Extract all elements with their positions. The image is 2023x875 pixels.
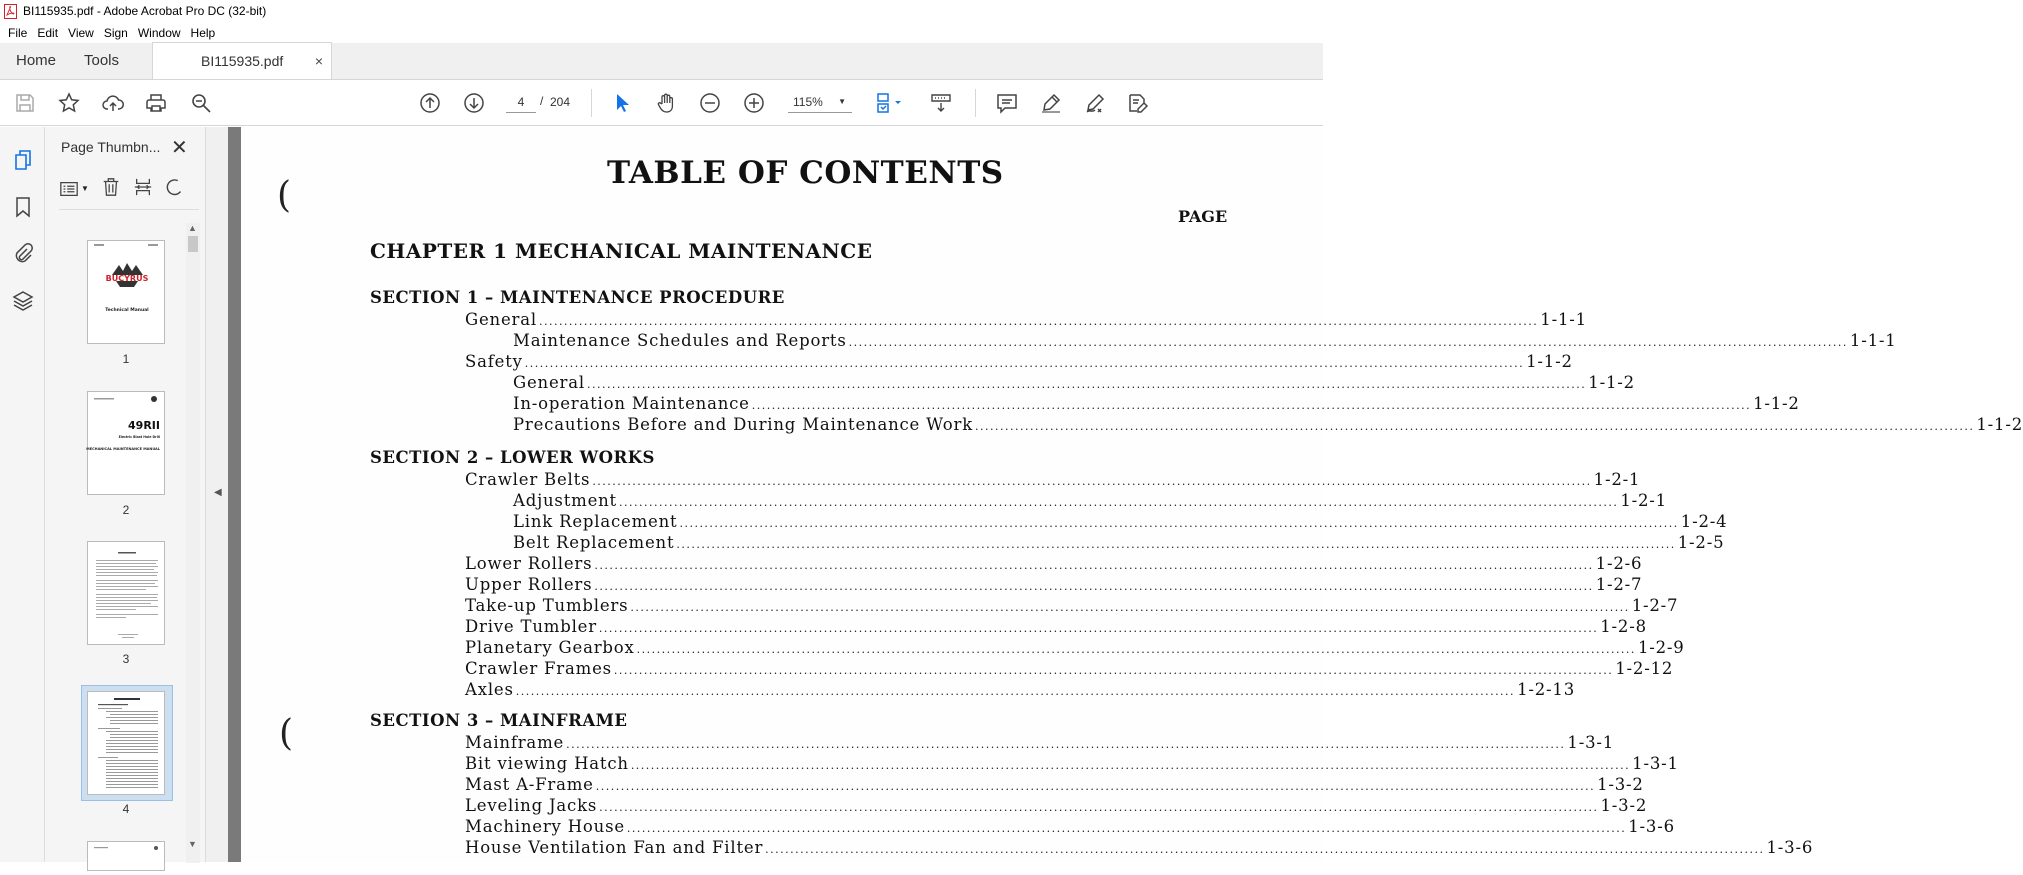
tab-bar xyxy=(0,43,1323,80)
toc-entry xyxy=(465,310,1587,329)
panel-title: Page Thumbn... xyxy=(61,139,161,155)
thumbnail-3-content xyxy=(88,542,166,646)
toc-leader-dots: ........................................................................................................................................................................................................ xyxy=(679,517,1679,530)
cloud-upload-icon[interactable] xyxy=(100,90,126,116)
zoom-search-icon[interactable] xyxy=(188,90,214,116)
thumbnail-page-5[interactable] xyxy=(87,841,165,871)
navigation-rail xyxy=(0,127,45,862)
toc-entry-label: Belt Replacement xyxy=(513,533,675,552)
thumbnail-label-3: 3 xyxy=(122,652,130,666)
thumb-manual-title: MECHANICAL MAINTENANCE MANUAL xyxy=(86,447,160,451)
toc-entry-page: 1-3-1 xyxy=(1632,754,1679,773)
scroll-down-arrow-icon[interactable]: ▼ xyxy=(188,839,197,849)
toc-leader-dots: ........................................................................................................................................................................................................ xyxy=(594,580,1594,593)
toc-entry-page: 1-3-1 xyxy=(1567,733,1615,752)
bookmark-star-icon[interactable] xyxy=(56,90,82,116)
toc-entry xyxy=(465,796,1648,815)
divider xyxy=(59,209,199,210)
menu-file[interactable]: File xyxy=(8,25,28,40)
page-thumbnails-icon[interactable] xyxy=(10,147,36,173)
toc-entry xyxy=(465,733,1615,752)
toc-leader-dots: ........................................................................................................................................................................................................ xyxy=(599,801,1599,814)
thumbnail-4-content xyxy=(88,692,166,796)
toc-leader-dots: ........................................................................................................................................................................................................ xyxy=(630,759,1631,772)
thumbnail-label-1: 1 xyxy=(122,352,130,366)
scrollbar-thumb[interactable] xyxy=(188,236,198,252)
toc-title: TABLE OF CONTENTS xyxy=(607,155,1004,191)
toc-entry xyxy=(465,554,1643,573)
menu-window[interactable]: Window xyxy=(137,25,181,40)
scroll-mode-icon[interactable] xyxy=(928,90,954,116)
toc-entry xyxy=(513,373,1635,392)
toc-entry-page: 1-1-2 xyxy=(1753,394,1800,413)
toc-leader-dots: ........................................................................................................................................................................................................ xyxy=(598,622,1599,635)
toc-entry xyxy=(465,838,1814,857)
menu-bar xyxy=(0,22,1323,43)
toc-entry xyxy=(465,596,1679,615)
toc-entry-label: Upper Rollers xyxy=(465,575,593,594)
main-toolbar xyxy=(0,80,1323,126)
toc-entry xyxy=(465,680,1576,699)
toc-entry xyxy=(465,659,1674,678)
menu-help[interactable]: Help xyxy=(190,25,216,40)
toc-entry-page: 1-2-13 xyxy=(1517,680,1576,699)
toc-entry-label: House Ventilation Fan and Filter xyxy=(465,838,764,857)
window-title: BI115935.pdf - Adobe Acrobat Pro DC (32-bit) xyxy=(23,4,267,18)
document-tab-label: BI115935.pdf xyxy=(201,53,284,69)
toc-entry-label: Machinery House xyxy=(465,817,625,836)
toc-leader-dots: ........................................................................................................................................................................................................ xyxy=(566,738,1566,751)
toc-entry-label: Planetary Gearbox xyxy=(465,638,635,657)
menu-view[interactable]: View xyxy=(68,25,94,40)
toc-entry-page: 1-2-7 xyxy=(1595,575,1643,594)
toc-entry-page: 1-2-9 xyxy=(1637,638,1685,657)
tab-document[interactable] xyxy=(152,42,332,79)
thumbnail-toolbar xyxy=(59,177,173,200)
toc-leader-dots: ........................................................................................................................................................................................................ xyxy=(751,399,1752,412)
toc-entry-label: Crawler Frames xyxy=(465,659,612,678)
punch-hole-mark: ( xyxy=(277,175,292,216)
toc-leader-dots: ........................................................................................................................................................................................................ xyxy=(595,780,1596,793)
document-page xyxy=(241,127,2023,862)
toc-page-header: PAGE xyxy=(1178,207,1228,226)
toc-entry-page: 1-1-2 xyxy=(1976,415,2023,434)
toc-entry xyxy=(465,617,1647,636)
toc-entry-label: Lower Rollers xyxy=(465,554,593,573)
thumbnail-2-content xyxy=(88,392,166,496)
toc-leader-dots: ........................................................................................................................................................................................................ xyxy=(619,496,1619,509)
toc-entry-label: Bit viewing Hatch xyxy=(465,754,629,773)
toc-leader-dots: ........................................................................................................................................................................................................ xyxy=(594,559,1594,572)
toc-entry-label: Mast A-Frame xyxy=(465,775,594,794)
rotate-page-icon[interactable] xyxy=(165,177,173,200)
layers-icon[interactable] xyxy=(10,288,36,314)
toc-entry xyxy=(465,470,1641,489)
toc-entry-page: 1-2-5 xyxy=(1677,533,1725,552)
toc-entry xyxy=(513,533,1725,552)
close-panel-button[interactable]: ✕ xyxy=(171,137,188,159)
toc-entry xyxy=(465,575,1643,594)
toc-leader-dots: ........................................................................................................................................................................................................ xyxy=(613,664,1614,677)
thumb-logo-text: BUCYRUS xyxy=(105,274,149,283)
section-heading: SECTION 1 – MAINTENANCE PROCEDURE xyxy=(370,288,785,307)
toc-leader-dots: ........................................................................................................................................................................................................ xyxy=(586,378,1587,391)
toc-entry-label: Safety xyxy=(465,352,523,371)
toc-entry-page: 1-1-1 xyxy=(1849,331,1897,350)
page-separator: / xyxy=(540,94,544,108)
save-icon[interactable] xyxy=(12,90,38,116)
toc-leader-dots: ........................................................................................................................................................................................................ xyxy=(765,843,1765,856)
thumbnail-scrollbar[interactable] xyxy=(186,223,200,863)
toc-entry-page: 1-2-1 xyxy=(1620,491,1667,510)
toc-entry-page: 1-3-2 xyxy=(1600,796,1648,815)
chevron-down-icon: ▼ xyxy=(838,97,846,106)
zoom-dropdown[interactable] xyxy=(788,91,852,113)
attachments-icon[interactable] xyxy=(10,240,36,266)
toc-entry xyxy=(513,331,1897,350)
toc-entry-label: Maintenance Schedules and Reports xyxy=(513,331,847,350)
toc-entry-page: 1-3-2 xyxy=(1597,775,1644,794)
delete-page-icon[interactable] xyxy=(101,177,121,200)
toc-entry xyxy=(513,512,1728,531)
acrobat-icon xyxy=(4,4,17,19)
chapter-heading: CHAPTER 1 MECHANICAL MAINTENANCE xyxy=(370,239,873,263)
section-heading: SECTION 3 – MAINFRAME xyxy=(370,711,628,730)
toc-entry-label: Drive Tumbler xyxy=(465,617,597,636)
title-bar xyxy=(0,0,1323,22)
toc-entry-label: Link Replacement xyxy=(513,512,678,531)
next-page-icon[interactable] xyxy=(461,90,487,116)
page-total: 204 xyxy=(550,95,571,109)
bookmarks-icon[interactable] xyxy=(10,194,36,220)
toc-entry xyxy=(513,491,1667,510)
toc-entry-label: Crawler Belts xyxy=(465,470,591,489)
thumbnail-label-2: 2 xyxy=(122,503,130,517)
toc-entry-label: Take-up Tumblers xyxy=(465,596,629,615)
toc-entry-page: 1-3-6 xyxy=(1628,817,1675,836)
toc-entry-label: Mainframe xyxy=(465,733,565,752)
hand-tool-icon[interactable] xyxy=(653,90,679,116)
thumbnail-page-1[interactable] xyxy=(87,240,165,344)
toc-entry-label: General xyxy=(513,373,585,392)
thumbnail-page-4[interactable] xyxy=(87,691,165,795)
toc-entry xyxy=(465,638,1685,657)
highlight-pen-icon[interactable] xyxy=(1038,90,1064,116)
comment-icon[interactable] xyxy=(994,90,1020,116)
toc-entry-label: Axles xyxy=(465,680,514,699)
thumbnail-page-3[interactable] xyxy=(87,541,165,645)
insert-page-icon[interactable] xyxy=(133,177,153,200)
toc-entry xyxy=(465,352,1573,371)
toc-entry xyxy=(513,394,1800,413)
print-icon[interactable] xyxy=(143,90,169,116)
toc-leader-dots: ........................................................................................................................................................................................................ xyxy=(626,822,1627,835)
scroll-up-arrow-icon[interactable]: ▲ xyxy=(188,223,197,233)
thumb-model: 49RII xyxy=(128,419,160,432)
toc-entry-page: 1-2-12 xyxy=(1615,659,1674,678)
section-heading: SECTION 2 – LOWER WORKS xyxy=(370,448,655,467)
toc-leader-dots: ........................................................................................................................................................................................................ xyxy=(630,601,1630,614)
tab-tools[interactable]: Tools xyxy=(84,52,120,69)
toc-leader-dots: ........................................................................................................................................................................................................ xyxy=(524,357,1525,370)
toc-entry-page: 1-2-6 xyxy=(1595,554,1643,573)
tab-home[interactable]: Home xyxy=(16,52,57,69)
toc-entry-page: 1-1-1 xyxy=(1540,310,1587,329)
toc-entry xyxy=(513,415,2023,434)
toc-leader-dots: ........................................................................................................................................................................................................ xyxy=(975,420,1975,433)
collapse-panel-icon[interactable]: ◀ xyxy=(214,487,222,498)
toc-entry xyxy=(465,775,1644,794)
toc-leader-dots: ........................................................................................................................................................................................................ xyxy=(515,685,1516,698)
options-menu-icon[interactable]: ▼ xyxy=(59,179,89,199)
toc-entry-label: General xyxy=(465,310,537,329)
menu-sign[interactable]: Sign xyxy=(103,25,128,40)
toc-entry-page: 1-1-2 xyxy=(1588,373,1635,392)
thumb-subtitle: Technical Manual xyxy=(105,308,149,313)
page-number-input[interactable] xyxy=(506,91,536,113)
toc-leader-dots: ........................................................................................................................................................................................................ xyxy=(538,315,1539,328)
thumbnail-5-content xyxy=(88,842,166,872)
toc-entry xyxy=(465,754,1679,773)
toc-entry-label: Adjustment xyxy=(513,491,617,510)
menu-edit[interactable]: Edit xyxy=(37,25,59,40)
thumbnail-label-4: 4 xyxy=(122,802,130,816)
toc-entry-page: 1-2-4 xyxy=(1680,512,1728,531)
toc-entry-page: 1-1-2 xyxy=(1526,352,1573,371)
sign-pen-icon[interactable] xyxy=(1082,90,1108,116)
zoom-in-icon[interactable] xyxy=(741,90,767,116)
toc-entry-page: 1-2-1 xyxy=(1593,470,1641,489)
close-tab-button[interactable]: × xyxy=(314,53,323,69)
toc-entry xyxy=(465,817,1675,836)
toc-leader-dots: ........................................................................................................................................................................................................ xyxy=(848,336,1848,349)
thumbnail-page-2[interactable] xyxy=(87,391,165,495)
panel-splitter[interactable] xyxy=(205,127,228,862)
toc-entry-label: Precautions Before and During Maintenance Work xyxy=(513,415,974,434)
toc-entry-page: 1-2-7 xyxy=(1631,596,1679,615)
zoom-value: 115% xyxy=(793,94,823,109)
toc-entry-label: In-operation Maintenance xyxy=(513,394,750,413)
edit-document-icon[interactable] xyxy=(1125,90,1151,116)
toc-entry-label: Leveling Jacks xyxy=(465,796,598,815)
toc-entry-page: 1-2-8 xyxy=(1600,617,1647,636)
bucyrus-logo xyxy=(88,241,166,345)
zoom-out-icon[interactable] xyxy=(697,90,723,116)
thumb-model-sub: Electric Blast Hole Drill xyxy=(118,435,160,439)
toc-leader-dots: ........................................................................................................................................................................................................ xyxy=(676,538,1676,551)
toc-leader-dots: ........................................................................................................................................................................................................ xyxy=(636,643,1636,656)
thumbnail-panel xyxy=(45,127,205,862)
select-cursor-icon[interactable] xyxy=(609,90,635,116)
punch-hole-mark: ( xyxy=(279,713,294,754)
toc-leader-dots: ........................................................................................................................................................................................................ xyxy=(592,475,1592,488)
toc-entry-page: 1-3-6 xyxy=(1766,838,1814,857)
page-layout-icon[interactable] xyxy=(872,90,908,116)
previous-page-icon[interactable] xyxy=(417,90,443,116)
